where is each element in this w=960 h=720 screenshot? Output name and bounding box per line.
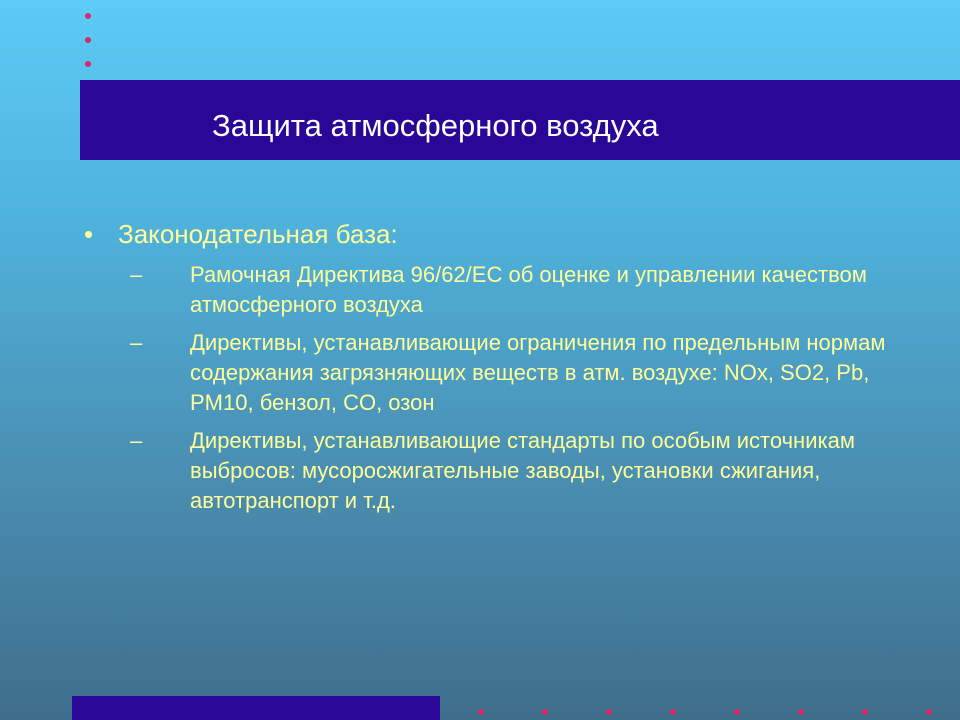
decor-dot [798,709,804,715]
decor-dot [606,709,612,715]
decor-dot [85,61,91,67]
list-item-text: Директивы, устанавливающие ограничения по предельным нормам содержания загрязняющих веществ в атм. воздухе: NOx, SO2, Pb, PM10, бензол, CO, озон [190,330,886,415]
list-item [130,426,904,516]
decor-dot [734,709,740,715]
list-item-text: Рамочная Директива 96/62/ЕС об оценке и управлении качеством атмосферного воздуха [190,262,867,317]
decor-dot [862,709,868,715]
bullet-heading-text: Законодательная база: [118,219,398,249]
slide-title: Защита атмосферного воздуха [212,108,659,143]
sub-bullet-list [84,260,904,516]
title-bar [80,80,960,160]
bottom-bar [72,696,440,720]
bullet-heading [84,214,904,254]
decor-dot [670,709,676,715]
list-item [130,328,904,418]
decor-dot [542,709,548,715]
slide-content [84,214,904,524]
decor-dot [85,37,91,43]
dash-marker: – [130,330,143,355]
decor-dot [85,13,91,19]
decor-dot [926,709,932,715]
decor-dot [478,709,484,715]
dash-marker: – [130,428,143,453]
dash-marker: – [130,262,143,287]
list-item-text: Директивы, устанавливающие стандарты по особым источникам выбросов: мусоросжигательные заводы, установки сжигания, автотранспорт и т.д. [190,428,855,513]
list-item [130,260,904,320]
bullet-marker: • [84,219,94,249]
